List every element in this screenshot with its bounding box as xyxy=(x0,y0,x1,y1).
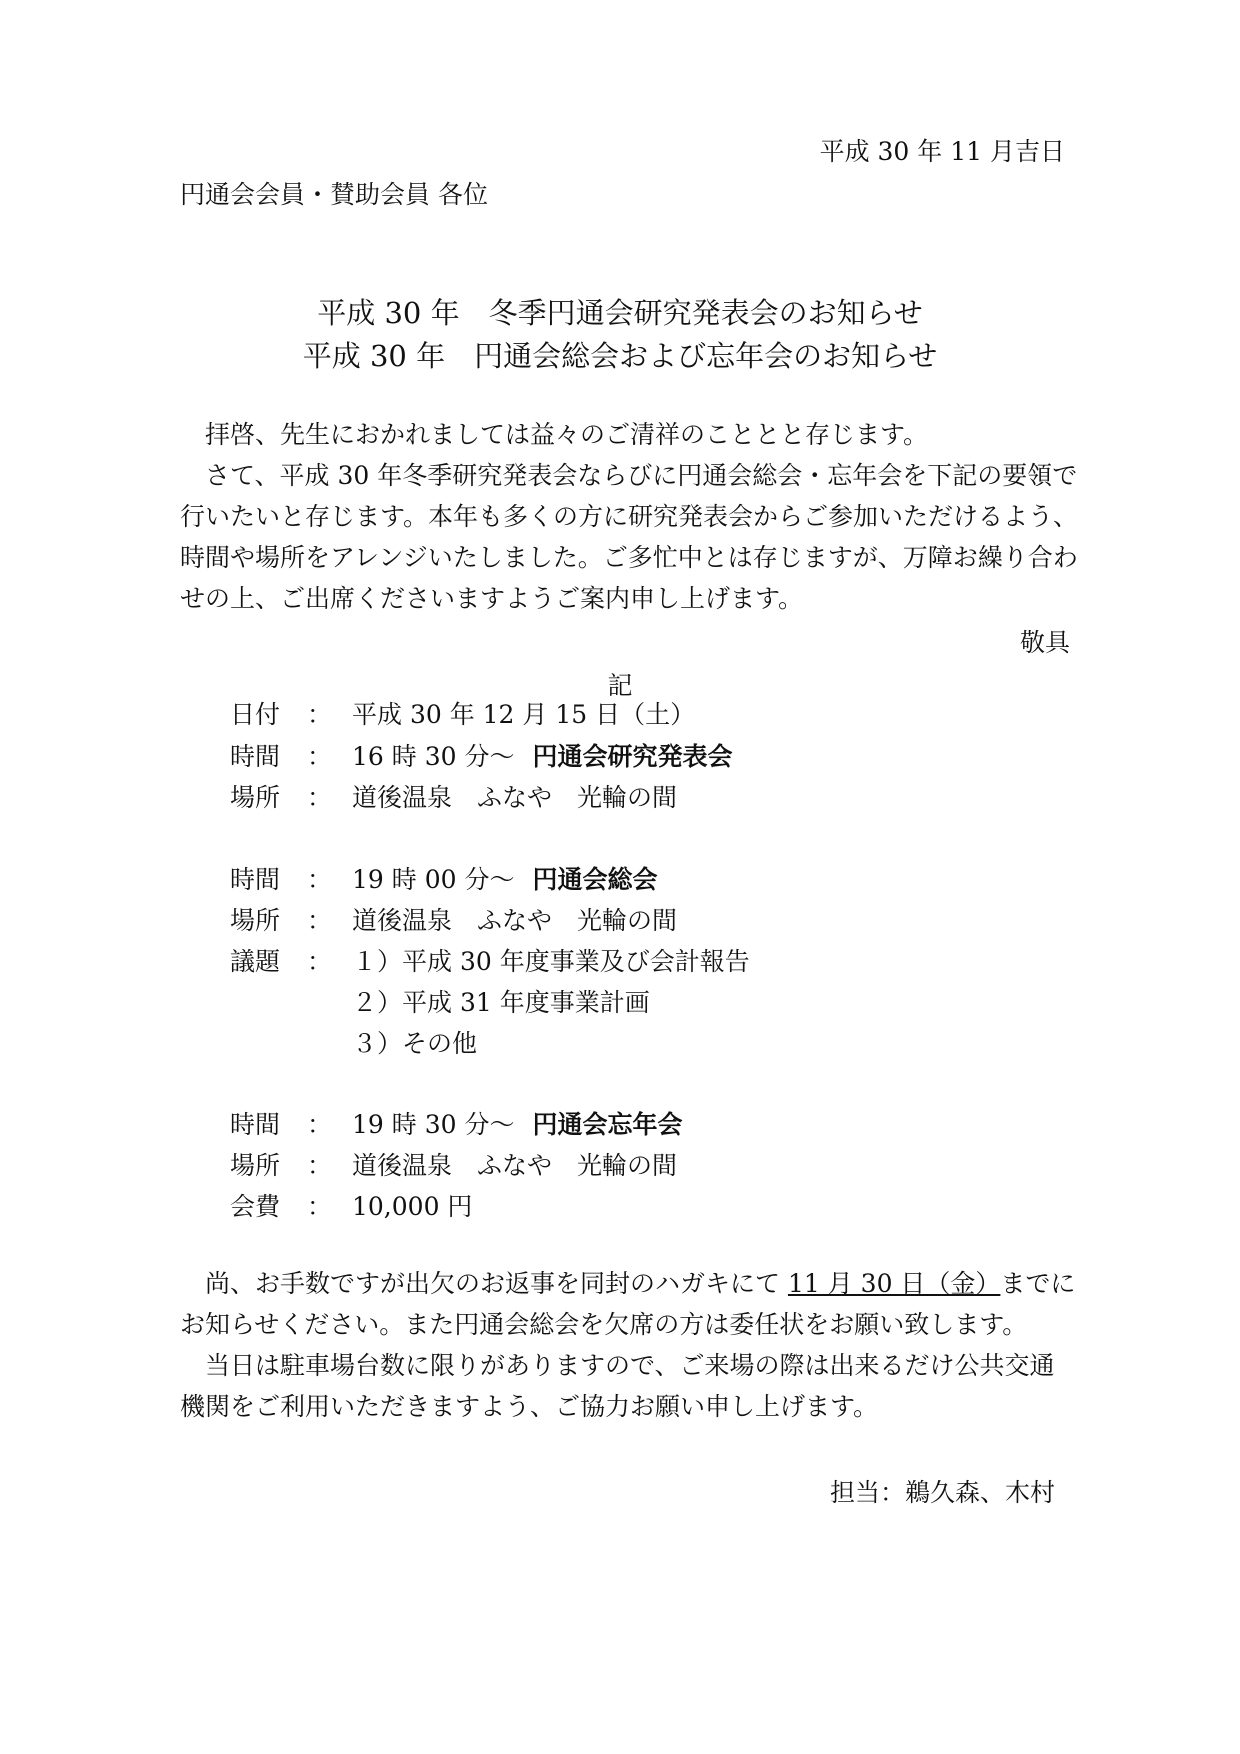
detail-value: 道後温泉 ふなや 光輪の間 xyxy=(352,783,678,812)
detail-value xyxy=(352,742,732,772)
intro-paragraph xyxy=(180,414,1079,619)
detail-separator: ： xyxy=(307,906,333,935)
notes-text: までに xyxy=(1000,1269,1076,1298)
detail-value: 平成 30 年 12 月 15 日（土） xyxy=(352,700,696,729)
event-name: 円通会忘年会 xyxy=(532,1110,683,1139)
notes-line: 機関をご利用いただきますよう、ご協力お願い申し上げます。 xyxy=(180,1392,879,1421)
agenda-item: ３）その他 xyxy=(352,1029,478,1058)
detail-key: 日付 xyxy=(230,700,281,729)
detail-separator: ： xyxy=(307,947,333,976)
detail-value: 10,000 円 xyxy=(352,1192,473,1221)
detail-key: 時間 xyxy=(230,742,281,771)
notes-text: 尚、お手数ですが出欠のお返事を同封のハガキにて xyxy=(205,1269,788,1298)
intro-line: 行いたいと存じます。本年も多くの方に研究発表会からご参加いただけるよう、 xyxy=(180,502,1079,531)
date-line: 平成 30 年 11 月吉日 xyxy=(819,137,1065,166)
ki-heading: 記 xyxy=(607,671,633,700)
detail-key: 時間 xyxy=(230,865,281,894)
detail-separator: ： xyxy=(307,1151,333,1180)
detail-separator: ： xyxy=(307,742,333,771)
detail-key: 時間 xyxy=(230,1110,281,1139)
agenda-item: ２）平成 31 年度事業計画 xyxy=(352,988,650,1017)
detail-key: 場所 xyxy=(230,1151,281,1180)
detail-value xyxy=(352,865,657,895)
event-name: 円通会総会 xyxy=(532,865,658,894)
event-time: 16 時 30 分～ xyxy=(352,742,515,771)
event-time: 19 時 30 分～ xyxy=(352,1110,515,1139)
intro-line: 拝啓、先生におかれましては益々のご清祥のこととと存じます。 xyxy=(205,420,929,449)
detail-value: 道後温泉 ふなや 光輪の間 xyxy=(352,1151,678,1180)
detail-key: 会費 xyxy=(230,1192,281,1221)
event-time: 19 時 00 分～ xyxy=(352,865,515,894)
agenda-item: １）平成 30 年度事業及び会計報告 xyxy=(352,947,750,976)
intro-line: せの上、ご出席くださいますようご案内申し上げます。 xyxy=(180,584,804,613)
recipient: 円通会会員・賛助会員 各位 xyxy=(180,180,488,209)
detail-separator: ： xyxy=(307,783,333,812)
detail-value xyxy=(352,1110,682,1140)
notes-line: 当日は駐車場台数に限りがありますので、ご来場の際は出来るだけ公共交通 xyxy=(205,1351,1055,1380)
detail-key: 場所 xyxy=(230,783,281,812)
title-winter-presentation: 平成 30 年 冬季円通会研究発表会のお知らせ xyxy=(317,296,923,330)
detail-value: 道後温泉 ふなや 光輪の間 xyxy=(352,906,678,935)
notes-paragraph xyxy=(180,1263,1076,1427)
detail-separator: ： xyxy=(307,1192,333,1221)
rsvp-deadline: 11 月 30 日（金） xyxy=(787,1269,1001,1298)
event-name: 円通会研究発表会 xyxy=(532,742,733,771)
closing-word: 敬具 xyxy=(1019,628,1070,657)
contact-person: 担当：鵜久森、木村 xyxy=(829,1478,1055,1507)
detail-separator: ： xyxy=(307,1110,333,1139)
intro-line: 時間や場所をアレンジいたしました。ご多忙中とは存じますが、万障お繰り合わ xyxy=(180,543,1078,572)
detail-separator: ： xyxy=(307,700,333,729)
detail-separator: ： xyxy=(307,865,333,894)
notes-line: お知らせください。また円通会総会を欠席の方は委任状をお願い致します。 xyxy=(180,1310,1028,1339)
detail-key: 場所 xyxy=(230,906,281,935)
notes-line xyxy=(180,1263,1076,1304)
title-general-meeting: 平成 30 年 円通会総会および忘年会のお知らせ xyxy=(302,339,938,373)
intro-line: さて、平成 30 年冬季研究発表会ならびに円通会総会・忘年会を下記の要領で xyxy=(205,461,1078,490)
detail-key: 議題 xyxy=(230,947,281,976)
